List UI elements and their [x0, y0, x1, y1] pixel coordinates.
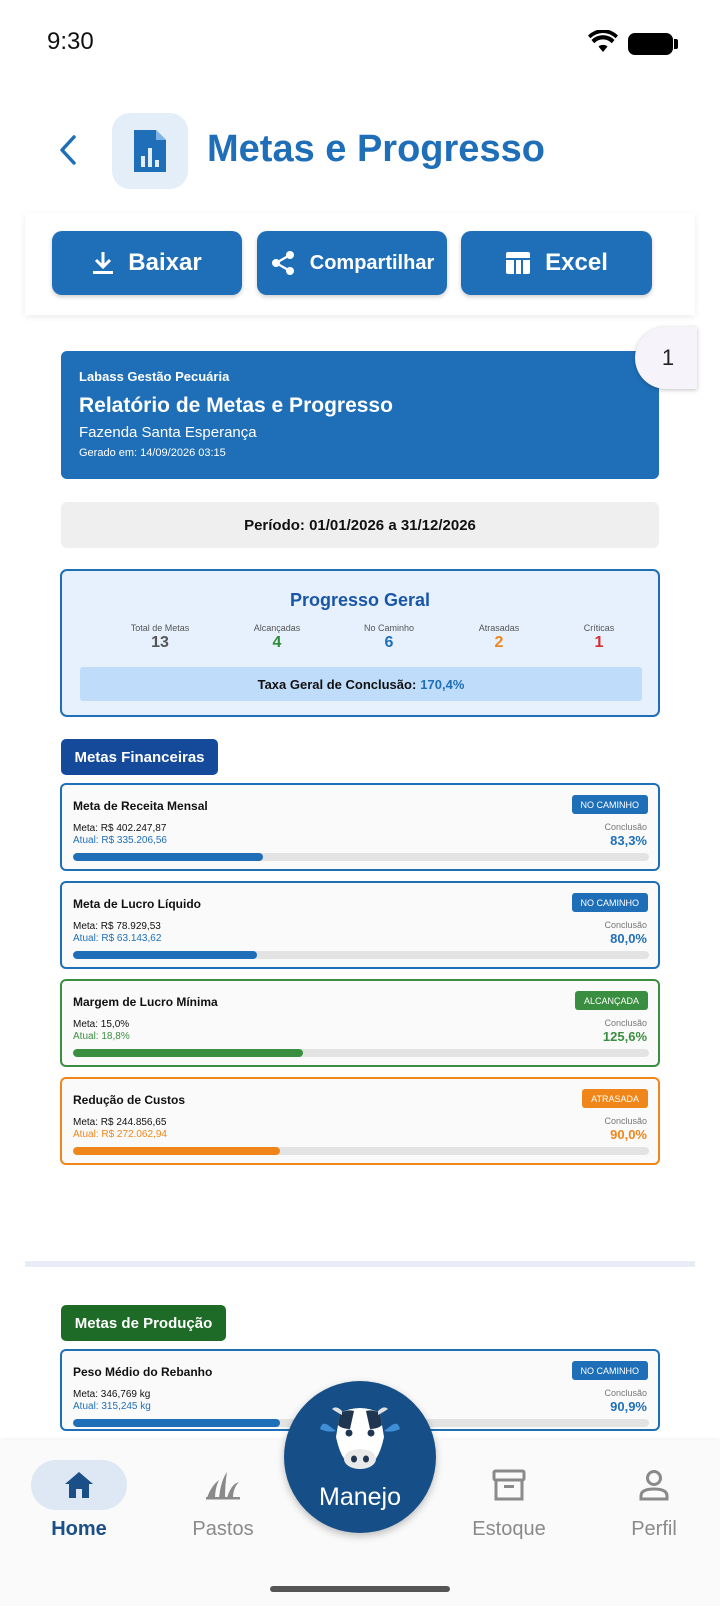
nav-home[interactable] [19, 1460, 139, 1541]
completion-value: 83,3% [610, 833, 647, 848]
goal-target: Meta: 346,769 kg [73, 1389, 151, 1400]
status-badge: NO CAMINHO [572, 795, 649, 814]
excel-button[interactable] [461, 231, 652, 295]
goal-target: Meta: R$ 402.247,87 [73, 823, 167, 834]
page-number-badge: 1 [635, 327, 697, 389]
status-time: 9:30 [47, 28, 94, 55]
back-button[interactable] [52, 130, 84, 170]
stat-label: No Caminho [363, 623, 415, 633]
goal-target: Meta: R$ 78.929,53 [73, 921, 161, 932]
page-divider [25, 1261, 695, 1267]
share-icon [270, 250, 296, 276]
overall-progress-title: Progresso Geral [289, 590, 431, 610]
progress-fill [73, 853, 263, 861]
home-indicator[interactable] [270, 1586, 450, 1592]
section-label-financial: Metas Financeiras [61, 739, 218, 775]
manejo-label: Manejo [319, 1483, 401, 1511]
completion-label: Conclusão [604, 920, 647, 930]
overall-rate [80, 667, 642, 701]
stat-value: 13 [151, 634, 169, 651]
company-name: Labass Gestão Pecuária [79, 369, 230, 384]
share-button[interactable] [257, 231, 447, 295]
progress-bar [73, 853, 649, 861]
archive-icon [492, 1468, 526, 1502]
stat-label: Total de Metas [130, 623, 190, 633]
page-title: Metas e Progresso [207, 128, 545, 170]
stat-label: Críticas [583, 623, 615, 633]
progress-bar [73, 1147, 649, 1155]
stat-on-track [329, 623, 449, 652]
home-icon [63, 1470, 95, 1500]
download-button[interactable] [52, 231, 242, 295]
progress-fill [73, 1147, 280, 1155]
goal-card [60, 881, 660, 969]
goal-name: Redução de Custos [73, 1093, 186, 1107]
goal-name: Peso Médio do Rebanho [73, 1365, 213, 1379]
progress-fill [73, 951, 257, 959]
goal-card [60, 783, 660, 871]
home-icon-wrap [31, 1460, 127, 1510]
goal-target: Meta: 15,0% [73, 1019, 130, 1030]
status-badge: ALCANÇADA [575, 991, 648, 1010]
goal-current: Atual: 18,8% [73, 1031, 130, 1042]
goal-card [60, 979, 660, 1067]
download-label: Baixar [128, 249, 202, 276]
goal-current: Atual: R$ 272.062,94 [73, 1129, 167, 1140]
stat-label: Atrasadas [478, 623, 520, 633]
overall-rate-label: Taxa Geral de Conclusão: [257, 676, 417, 692]
goal-current: Atual: R$ 63.143,62 [73, 933, 162, 944]
stat-critical [539, 623, 659, 652]
excel-label: Excel [545, 249, 608, 276]
wifi-icon [588, 30, 618, 59]
nav-pastos[interactable] [163, 1460, 283, 1541]
report-icon [112, 113, 188, 189]
cow-icon [318, 1399, 402, 1483]
goal-current: Atual: 315,245 kg [73, 1401, 151, 1412]
goal-current: Atual: R$ 335.206,56 [73, 835, 167, 846]
download-icon [92, 251, 114, 275]
stat-value: 1 [594, 634, 604, 651]
completion-value: 90,0% [610, 1127, 647, 1142]
nav-home-label: Home [51, 1518, 107, 1540]
progress-bar [73, 1049, 649, 1057]
period-bar: Período: 01/01/2026 a 31/12/2026 [61, 502, 659, 548]
overall-stats [77, 623, 643, 663]
progress-fill [73, 1049, 303, 1057]
completion-value: 80,0% [610, 931, 647, 946]
status-badge: ATRASADA [582, 1089, 648, 1108]
person-icon [639, 1469, 669, 1501]
grass-icon [205, 1470, 241, 1500]
goal-name: Meta de Lucro Líquido [73, 897, 201, 911]
completion-label: Conclusão [604, 1388, 647, 1398]
farm-name: Fazenda Santa Esperança [79, 424, 257, 441]
overall-rate-value: 170,4% [420, 676, 465, 692]
report-title: Relatório de Metas e Progresso [79, 394, 393, 417]
nav-estoque-label: Estoque [472, 1518, 546, 1540]
stat-value: 6 [384, 634, 394, 651]
nav-pastos-label: Pastos [192, 1518, 254, 1540]
goal-card [60, 1077, 660, 1165]
status-bar [0, 0, 720, 80]
battery-icon [628, 33, 673, 55]
status-badge: NO CAMINHO [572, 1361, 649, 1380]
goal-name: Margem de Lucro Mínima [73, 995, 218, 1009]
section-label-production: Metas de Produção [61, 1305, 226, 1341]
completion-value: 90,9% [610, 1399, 647, 1414]
chevron-left-icon [58, 134, 78, 166]
app-header [0, 110, 720, 190]
stat-total [100, 623, 220, 652]
goal-name: Meta de Receita Mensal [73, 799, 208, 813]
status-badge: NO CAMINHO [572, 893, 649, 912]
stat-reached [217, 623, 337, 652]
archive-icon-wrap [461, 1460, 557, 1510]
person-icon-wrap [606, 1460, 702, 1510]
completion-label: Conclusão [604, 1018, 647, 1028]
goal-target: Meta: R$ 244.856,65 [73, 1117, 167, 1128]
overall-progress-panel [60, 569, 660, 717]
progress-fill [73, 1419, 280, 1427]
completion-label: Conclusão [604, 1116, 647, 1126]
nav-perfil-label: Perfil [631, 1518, 677, 1540]
stat-value: 2 [494, 634, 504, 651]
stat-label: Alcançadas [253, 623, 301, 633]
completion-label: Conclusão [604, 822, 647, 832]
report-header [61, 351, 659, 479]
manejo-fab-button[interactable] [284, 1381, 436, 1533]
share-label: Compartilhar [309, 251, 435, 274]
generated-date: Gerado em: 14/09/2026 03:15 [79, 447, 226, 459]
grass-icon-wrap [175, 1460, 271, 1510]
completion-value: 125,6% [602, 1029, 647, 1044]
nav-perfil[interactable] [594, 1460, 714, 1541]
nav-estoque[interactable] [449, 1460, 569, 1541]
action-toolbar [25, 213, 695, 315]
progress-bar [73, 951, 649, 959]
stat-value: 4 [272, 634, 282, 651]
table-icon [505, 251, 531, 275]
